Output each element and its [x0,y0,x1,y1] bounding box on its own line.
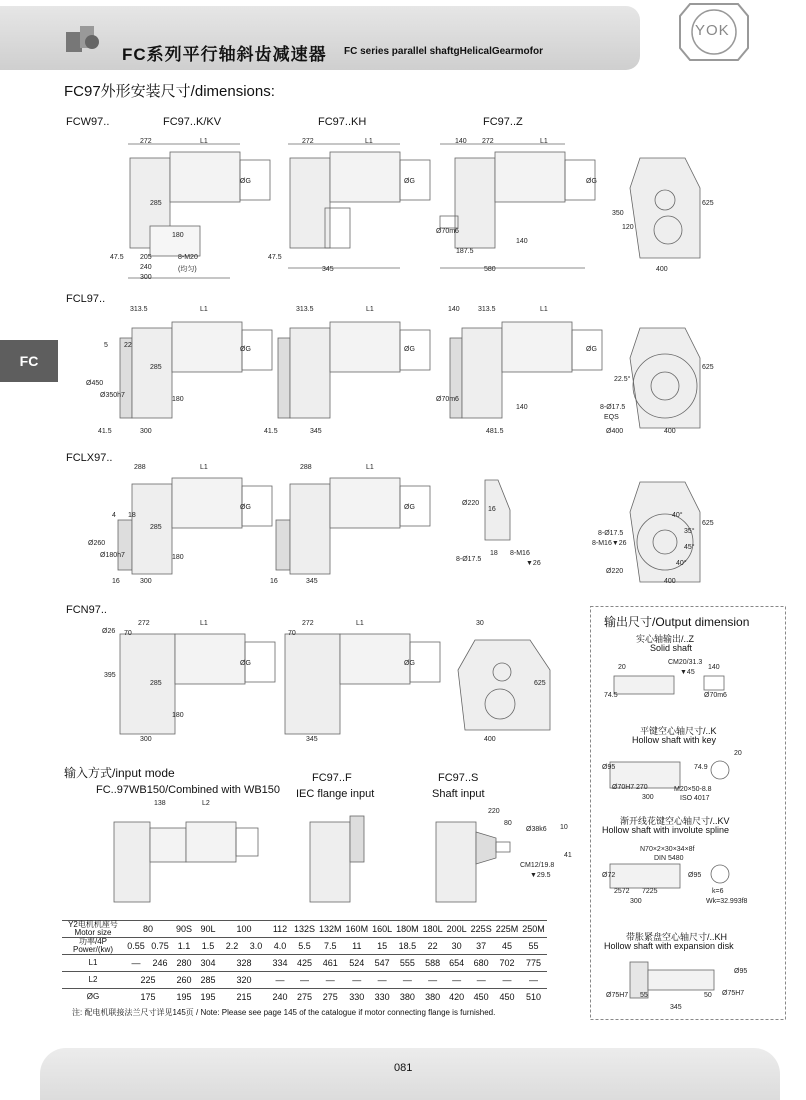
dim: 313.5 [130,306,148,313]
dim: 580 [484,266,496,273]
input-col3b: Shaft input [432,788,485,800]
dim: Ø180h7 [100,552,125,559]
table-cell: — [124,955,148,972]
row-label-fclx: FCLX97.. [66,452,113,464]
table-cell: 260 [172,972,196,989]
dim: Wk=32.993f8 [706,898,748,905]
dim: k=6 [712,888,724,895]
table-cell: — [445,972,469,989]
solid-cn: 实心轴输出/..Z [636,634,694,644]
table-cell: 90S [172,921,196,938]
dim: 240 [140,264,152,271]
dim: 300 [140,736,152,743]
page-footer [40,1048,780,1100]
dim: 345 [310,428,322,435]
table-cell: 100 [220,921,268,938]
dim: 7225 [642,888,658,895]
page-number: 081 [394,1062,413,1074]
dim: 272 [302,620,314,627]
dim: 300 [140,274,152,281]
dim: L1 [200,138,208,145]
table-cell: 246 [148,955,172,972]
input-col3a: FC97..S [438,772,479,784]
table-row-g [62,989,547,1006]
dim: L1 [200,620,208,627]
dim: 22 [124,342,132,349]
row-label-fcw: FCW97.. [66,116,110,128]
fcl-row-drawings [100,308,800,448]
dim: Ø95 [602,764,616,771]
dim: 272 [302,138,314,145]
dim: 288 [300,464,312,471]
table-cell: — [494,972,521,989]
table-cell: 37 [469,938,494,955]
power-header: 功率/4P Power/(kw) [62,938,124,955]
dim: 50 [704,992,712,999]
dim: 300 [140,428,152,435]
dim: Ø95 [688,872,702,879]
table-cell: 275 [292,989,317,1006]
table-cell: 334 [268,955,292,972]
dim: L2 [202,800,210,807]
table-cell: 180L [421,921,445,938]
dim: CM20/31.3 [668,659,703,666]
dim: 180 [172,712,184,719]
dim: 481.5 [486,428,504,435]
table-cell: — [292,972,317,989]
g-header: ØG [62,989,124,1006]
dim: Ø400 [606,428,624,435]
dim: 187.5 [456,248,474,255]
table-cell: — [344,972,371,989]
dim: 40° [672,512,683,519]
table-row-power [62,938,547,955]
table-cell: — [469,972,494,989]
dim: 350 [612,210,624,217]
table-row-motor [62,921,547,938]
table-cell: 18.5 [394,938,421,955]
dim: 400 [664,578,676,585]
dim: ØG [240,504,251,511]
table-cell: 0.75 [148,938,172,955]
dim: Ø38k6 [526,826,547,833]
table-cell: 3.0 [244,938,268,955]
dim: Ø72 [602,872,616,879]
dim: Ø260 [88,540,106,547]
brand-logo [678,2,750,62]
table-row-l1 [62,955,547,972]
dim: 35° [684,528,695,535]
dim: ØG [586,346,597,353]
dim: L1 [200,306,208,313]
dim: 300 [642,794,654,801]
table-cell: 285 [196,972,220,989]
section-title: FC97外形安装尺寸/dimensions: [64,83,275,100]
table-cell: 275 [317,989,344,1006]
dim: Ø70m6 [436,228,459,235]
logo-text: YOK [695,22,730,39]
table-cell: 15 [370,938,394,955]
dim: 270 [636,784,648,791]
l2-header: L2 [62,972,124,989]
l1-header: L1 [62,955,124,972]
dim: 400 [484,736,496,743]
table-cell: 461 [317,955,344,972]
row-label-fcn: FCN97.. [66,604,107,616]
table-cell: 0.55 [124,938,148,955]
table-cell: 2.2 [220,938,244,955]
dim: 300 [140,578,152,585]
dim: 80 [504,820,512,827]
table-cell: 195 [196,989,220,1006]
motor-size-header: Y2电机机座号 Motor size [62,921,124,938]
table-cell: 225M [494,921,521,938]
solid-en: Solid shaft [650,643,693,653]
dim: 16 [488,506,496,513]
dim: Ø350h7 [100,392,125,399]
table-row-l2 [62,972,547,989]
dim: L1 [366,306,374,313]
dim: 74.9 [694,764,708,771]
dim: 47.5 [110,254,124,261]
table-cell: 328 [220,955,268,972]
dim: 288 [134,464,146,471]
dim: 313.5 [296,306,314,313]
table-cell: 112 [268,921,292,938]
table-cell: — [370,972,394,989]
table-cell: 215 [220,989,268,1006]
dim: L1 [540,306,548,313]
table-cell: 450 [494,989,521,1006]
dim: 180 [172,396,184,403]
dim: 4 [112,512,116,519]
dim: Ø95 [734,968,748,975]
table-cell: 160M [344,921,371,938]
dim: ISO 4017 [680,795,710,802]
dim: 313.5 [478,306,496,313]
table-cell: 200L [445,921,469,938]
spline-en: Hollow shaft with involute spline [602,825,730,835]
dim: 400 [664,428,676,435]
dim: L1 [366,464,374,471]
table-cell: 420 [445,989,469,1006]
dim: L1 [356,620,364,627]
table-cell: 304 [196,955,220,972]
table-cell: 654 [445,955,469,972]
dim: L1 [365,138,373,145]
disk-shaft-drawing [600,958,760,1008]
table-cell: 702 [494,955,521,972]
dim: 41 [564,852,572,859]
dim: ØG [404,346,415,353]
dim: 20 [618,664,626,671]
dim: 22.5° [614,376,631,383]
dim: ØG [240,346,251,353]
table-cell: 80 [124,921,172,938]
table-cell: 5.5 [292,938,317,955]
dim: 140 [448,306,460,313]
dim: 120 [622,224,634,231]
dim: ▼29.5 [530,872,551,879]
table-cell: 4.0 [268,938,292,955]
dim: CM12/19.8 [520,862,555,869]
dim: EQS [604,414,619,421]
dim: 140 [516,404,528,411]
dim: ▼45 [680,669,695,676]
dim: 272 [140,138,152,145]
output-title: 输出尺寸/Output dimension [604,615,750,629]
table-cell: 330 [370,989,394,1006]
dim: 300 [630,898,642,905]
dim: 140 [708,664,720,671]
fclx-row-drawings [100,470,800,590]
table-cell: 180M [394,921,421,938]
dim: 8-Ø17.5 [598,530,624,537]
key-cn: 平键空心轴尺寸/..K [640,726,717,736]
table-cell: 380 [394,989,421,1006]
table-cell: 132S [292,921,317,938]
dim: 41.5 [264,428,278,435]
input-col2b: IEC flange input [296,788,375,800]
table-cell: 775 [520,955,547,972]
header-subtitle: FC series parallel shaftgHelicalGearmofor [344,46,543,57]
dim: 345 [322,266,334,273]
input-mode-title: 输入方式/input mode [64,766,175,780]
dim: Ø75H7 [606,992,629,999]
table-cell: 330 [344,989,371,1006]
dim: 140 [516,238,528,245]
dim: 74.5 [604,692,618,699]
dim: M20×50-8.8 [674,786,712,793]
dim: Ø70H7 [612,784,635,791]
dim: N70×2×30×34×8f [640,846,695,853]
table-cell: — [421,972,445,989]
table-cell: 90L [196,921,220,938]
fcw-row-drawings [100,138,800,288]
dim: 40° [676,560,687,567]
dim: ▼26 [526,560,541,567]
dim: Ø220 [606,568,624,575]
dim: 625 [702,520,714,527]
table-cell: 524 [344,955,371,972]
dim: 625 [534,680,546,687]
dim: 345 [306,736,318,743]
dim: 625 [702,200,714,207]
table-cell: 680 [469,955,494,972]
table-cell: 195 [172,989,196,1006]
motor-spec-table [62,920,547,1005]
table-cell: 11 [344,938,371,955]
table-cell: 225 [124,972,172,989]
dim: 285 [150,680,162,687]
disk-cn: 带胀紧盘空心轴尺寸/..KH [626,932,728,942]
col-title-k: FC97..K/KV [163,116,222,128]
dim: 140 [455,138,467,145]
table-cell: 1.1 [172,938,196,955]
dim: 5 [104,342,108,349]
dim: 285 [150,524,162,531]
dim: Ø75H7 [722,990,745,997]
dim: 345 [670,1004,682,1011]
side-tab: FC [0,340,58,382]
input-col1: FC..97WB150/Combined with WB150 [96,784,281,796]
dim: 8-M16 [510,550,530,557]
dim: 55 [640,992,648,999]
dim: DIN 5480 [654,855,684,862]
table-cell: 30 [445,938,469,955]
table-cell: 280 [172,955,196,972]
table-cell: 250M [520,921,547,938]
dim: 18 [490,550,498,557]
dim: 8-Ø17.5 [456,556,482,563]
dim: 180 [172,554,184,561]
table-cell: 380 [421,989,445,1006]
header-title: FC系列平行轴斜齿减速器 [122,45,327,64]
dim: ØG [404,178,415,185]
dim: Ø70m6 [436,396,459,403]
table-cell: — [268,972,292,989]
dim: 395 [104,672,116,679]
dim: 2572 [614,888,630,895]
table-cell: 225S [469,921,494,938]
footnote: 注: 配电机联接法兰尺寸详见145页 / Note: Please see page 145 of the catalogue if motor connecting flange is furnished. [72,1008,496,1017]
dim: ØG [240,660,251,667]
table-cell: 7.5 [317,938,344,955]
table-cell: 132M [317,921,344,938]
dim: ØG [586,178,597,185]
table-cell: 1.5 [196,938,220,955]
dim: 70 [124,630,132,637]
dim: L1 [540,138,548,145]
dim: 41.5 [98,428,112,435]
page-header [0,0,806,78]
dim: Ø70m6 [704,692,727,699]
disk-en: Hollow shaft with expansion disk [604,941,734,951]
dim: 138 [154,800,166,807]
dim: 45° [684,544,695,551]
dim: 47.5 [268,254,282,261]
dim: 220 [488,808,500,815]
dim: 8-M16▼26 [592,540,627,547]
dim: ØG [404,504,415,511]
dim: 16 [112,578,120,585]
table-cell: — [520,972,547,989]
dim: 400 [656,266,668,273]
table-cell: 55 [520,938,547,955]
dim: 272 [138,620,150,627]
table-cell: 320 [220,972,268,989]
table-cell: 588 [421,955,445,972]
dim: 18 [128,512,136,519]
dim: 20 [734,750,742,757]
key-en: Hollow shaft with key [632,735,717,745]
dim: 10 [560,824,568,831]
dim: 180 [172,232,184,239]
dim: 285 [150,364,162,371]
table-cell: 175 [124,989,172,1006]
row-label-fcl: FCL97.. [66,293,106,305]
dim: (均匀) [178,266,197,273]
dim: 16 [270,578,278,585]
dim: 272 [482,138,494,145]
col-title-kh: FC97..KH [318,116,367,128]
dim: 8-Ø17.5 [600,404,626,411]
dim: 345 [306,578,318,585]
table-cell: 22 [421,938,445,955]
dim: 285 [150,200,162,207]
table-cell: — [394,972,421,989]
dim: 70 [288,630,296,637]
gearbox-logo-icon [62,22,102,58]
dim: Ø26 [102,628,116,635]
dim: L1 [200,464,208,471]
spline-cn: 渐开线花键空心轴尺寸/..KV [620,816,730,826]
table-cell: 555 [394,955,421,972]
dim: ØG [404,660,415,667]
table-cell: 240 [268,989,292,1006]
table-cell: 547 [370,955,394,972]
dim: ØG [240,178,251,185]
dim: 205 [140,254,152,261]
input-col2a: FC97..F [312,772,352,784]
dim: Ø220 [462,500,480,507]
dim: 625 [702,364,714,371]
table-cell: 160L [370,921,394,938]
table-cell: 425 [292,955,317,972]
table-cell: 450 [469,989,494,1006]
dim: 30 [476,620,484,627]
table-cell: — [317,972,344,989]
col-title-z: FC97..Z [483,116,523,128]
dim: Ø450 [86,380,104,387]
fcn-row-drawings [100,620,570,750]
table-cell: 510 [520,989,547,1006]
table-cell: 45 [494,938,521,955]
dim: 8-M20 [178,254,198,261]
